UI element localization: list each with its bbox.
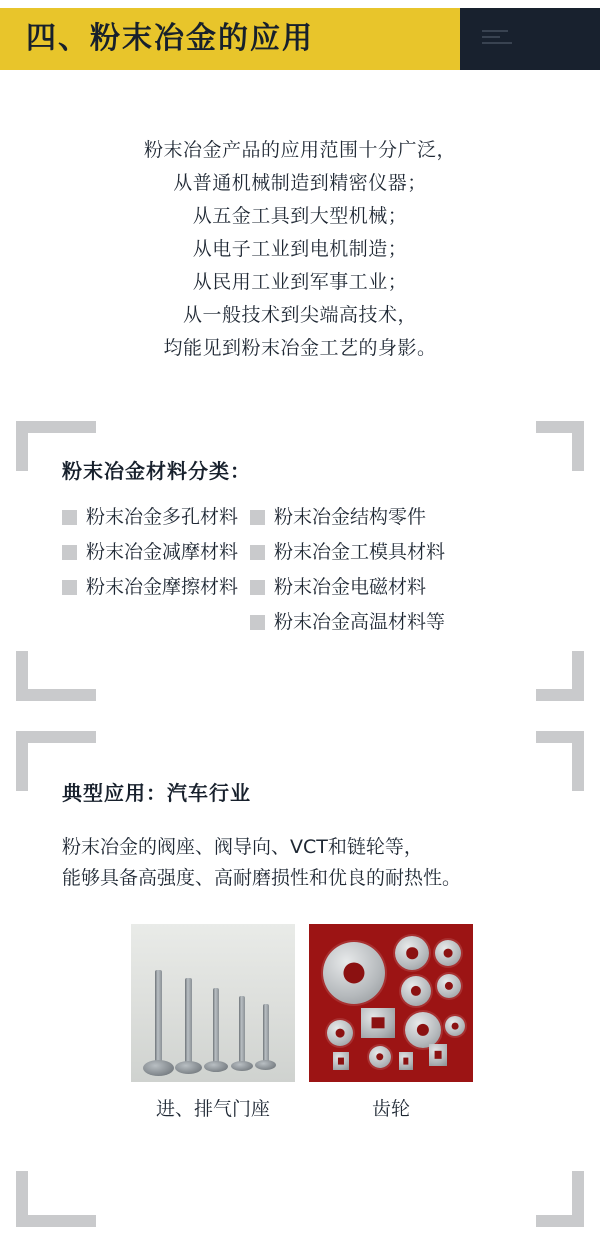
square-bullet-icon <box>62 510 77 525</box>
materials-bullet-columns <box>62 504 542 635</box>
application-panel <box>16 731 584 1227</box>
intro-line-1: 粉末冶金产品的应用范围十分广泛， <box>143 139 456 161</box>
list-item-label: 粉末冶金工模具材料 <box>274 541 446 563</box>
header-dark-band <box>460 8 600 70</box>
materials-panel-title: 粉末冶金材料分类： <box>62 459 251 483</box>
list-item <box>62 504 238 530</box>
list-item <box>62 574 238 600</box>
valves-photo-caption: 进、排气门座 <box>155 1098 270 1120</box>
application-panel-content <box>16 731 584 1155</box>
header-watermark-icon <box>482 30 522 48</box>
panel-notch-bottom <box>96 1215 536 1227</box>
list-item-label: 粉末冶金结构零件 <box>274 506 427 528</box>
list-item <box>250 574 445 600</box>
application-photo-row <box>62 924 542 1121</box>
list-item-label: 粉末冶金摩擦材料 <box>86 576 239 598</box>
intro-paragraph <box>0 134 600 365</box>
list-item <box>250 609 445 635</box>
page-header <box>0 0 600 78</box>
gears-photo <box>309 924 473 1082</box>
valves-photo-block <box>131 924 295 1121</box>
materials-panel <box>16 421 584 701</box>
application-text-line-2: 能够具备高强度、高耐磨损性和优良的耐热性。 <box>62 867 462 889</box>
intro-line-3: 从五金工具到大型机械； <box>192 205 408 227</box>
list-item <box>250 504 445 530</box>
list-item-label: 粉末冶金高温材料等 <box>274 611 446 633</box>
gears-photo-caption: 齿轮 <box>371 1098 410 1120</box>
materials-panel-content <box>16 421 584 669</box>
list-item-label: 粉末冶金多孔材料 <box>86 506 239 528</box>
page-title: 四、粉末冶金的应用 <box>26 21 314 56</box>
intro-line-4: 从电子工业到电机制造； <box>192 238 408 260</box>
application-text-line-1: 粉末冶金的阀座、阀导向、VCT和链轮等， <box>62 836 423 858</box>
intro-line-2: 从普通机械制造到精密仪器； <box>173 172 427 194</box>
gears-photo-block <box>309 924 473 1121</box>
materials-column-left <box>62 504 238 635</box>
list-item-label: 粉末冶金电磁材料 <box>274 576 427 598</box>
square-bullet-icon <box>250 615 265 630</box>
square-bullet-icon <box>62 580 77 595</box>
list-item-label: 粉末冶金减摩材料 <box>86 541 239 563</box>
square-bullet-icon <box>250 545 265 560</box>
intro-line-5: 从民用工业到军事工业； <box>192 271 408 293</box>
valves-photo <box>131 924 295 1082</box>
application-panel-text <box>62 832 542 894</box>
list-item <box>62 539 238 565</box>
panel-notch-bottom <box>96 689 536 701</box>
square-bullet-icon <box>62 545 77 560</box>
intro-line-7: 均能见到粉末冶金工艺的身影。 <box>163 337 437 359</box>
application-panel-title: 典型应用：汽车行业 <box>62 781 251 805</box>
square-bullet-icon <box>250 510 265 525</box>
materials-column-right <box>250 504 445 635</box>
square-bullet-icon <box>250 580 265 595</box>
list-item <box>250 539 445 565</box>
intro-line-6: 从一般技术到尖端高技术， <box>182 304 417 326</box>
